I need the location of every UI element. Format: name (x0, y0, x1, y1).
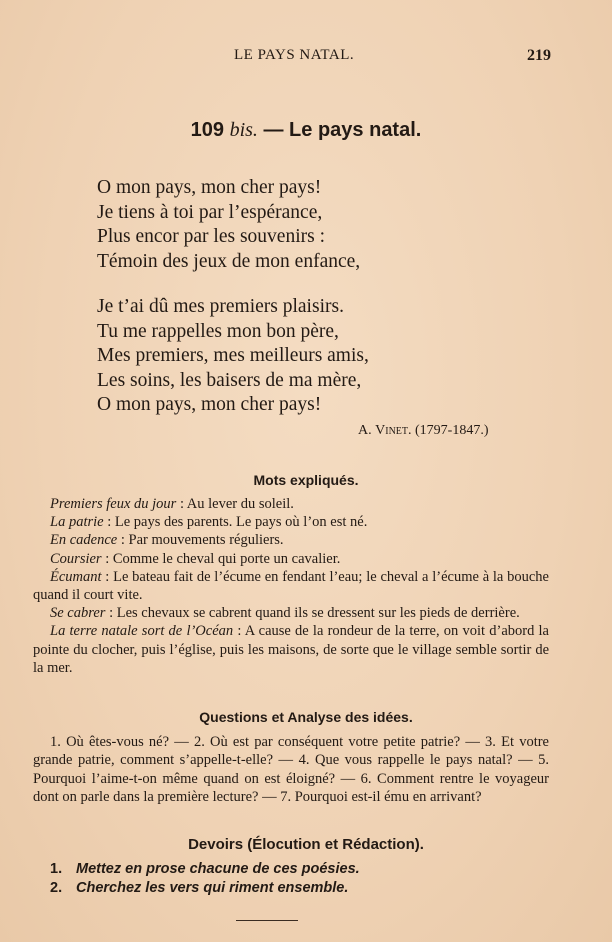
mots-term: Se cabrer (50, 605, 106, 622)
mots-entry (33, 550, 549, 568)
mots-def: : A cause de la rondeur de la terre, on voit d’abord la pointe du clocher, puis l’église, puis les maisons, de sorte que le village semble sortir de la mer. (33, 623, 549, 676)
mots-term: En cadence (50, 532, 118, 549)
mots-term: Premiers feux du jour (50, 496, 177, 512)
devoirs-heading: Devoirs (Élocution et Rédaction). (188, 836, 424, 853)
poem-title (0, 119, 612, 142)
verse-line: Je t’ai dû mes premiers plaisirs. (97, 296, 344, 317)
page-number: 219 (527, 47, 551, 64)
author-initial: A. (358, 423, 372, 438)
devoir-number: 2. (50, 880, 63, 896)
mots-entry (33, 495, 549, 513)
running-title: LE PAYS NATAL. (234, 47, 355, 63)
mots-heading: Mots expliqués. (253, 472, 359, 488)
mots-def: : Par mouvements réguliers. (117, 532, 284, 549)
questions-heading: Questions et Analyse des idées. (199, 709, 413, 725)
verse-line: O mon pays, mon cher pays! (97, 394, 322, 416)
mots-term: Coursier (50, 550, 102, 567)
verse-line: Je tiens à toi par l’espérance, (97, 201, 323, 223)
devoir-item (50, 879, 360, 898)
mots-list (33, 495, 549, 677)
verse-line: Plus encor par les souvenirs : (97, 226, 326, 248)
author-dates: (1797-1847.) (415, 423, 489, 438)
verse-line: O mon pays, mon cher pays! (97, 177, 322, 198)
poem-bis: bis. (229, 119, 258, 141)
devoir-number: 1. (50, 861, 63, 877)
devoir-item (50, 860, 360, 879)
questions-text: 1. Où êtes-vous né? — 2. Où est par conséquent votre petite patrie? — 3. Et votre grande patrie, comment s’appelle-t-elle? — 4. Que vous rappelle le pays natal? — 5. Pourquoi l’aime-t-on même quand on est éloigné? — 6. Comment rentre le voyageur dont on parle dans la première lecture? — 7. Pourquoi est-il ému en arrivant? (33, 734, 549, 805)
mots-entry (33, 531, 549, 549)
mots-def: : Comme le cheval qui porte un cavalier. (101, 550, 341, 567)
closing-rule (236, 920, 298, 921)
mots-def: : Le pays des parents. Le pays où l’on est né. (103, 514, 368, 531)
mots-def: : Le bateau fait de l’écume en fendant l’eau; le cheval a l’écume à la bouche quand il court vite. (33, 568, 549, 604)
author-attribution (358, 423, 489, 439)
stanza-2 (97, 295, 369, 418)
author-name: Vinet. (375, 423, 412, 438)
verse-line: Mes premiers, mes meilleurs amis, (97, 345, 369, 367)
devoir-text: Cherchez les vers qui riment ensemble. (76, 880, 349, 896)
mots-entry (33, 513, 549, 531)
poem-title-text: — Le pays natal. (263, 119, 422, 141)
verse-line: Témoin des jeux de mon enfance, (97, 250, 361, 272)
mots-term: La terre natale sort de l’Océan (50, 623, 234, 640)
mots-entry (33, 604, 549, 622)
mots-term: La patrie (50, 514, 104, 531)
stanza-1 (97, 176, 360, 274)
poem-number: 109 (190, 119, 225, 141)
verse-line: Les soins, les baisers de ma mère, (97, 369, 362, 391)
devoir-text: Mettez en prose chacune de ces poésies. (76, 861, 360, 877)
devoirs-list (50, 860, 360, 898)
mots-def: : Au lever du soleil. (176, 496, 294, 512)
mots-entry (33, 622, 549, 677)
verse-line: Tu me rappelles mon bon père, (97, 320, 339, 342)
mots-term: Écumant (50, 568, 102, 585)
mots-entry (33, 568, 549, 604)
mots-def: : Les chevaux se cabrent quand ils se dressent sur les pieds de derrière. (105, 605, 520, 622)
